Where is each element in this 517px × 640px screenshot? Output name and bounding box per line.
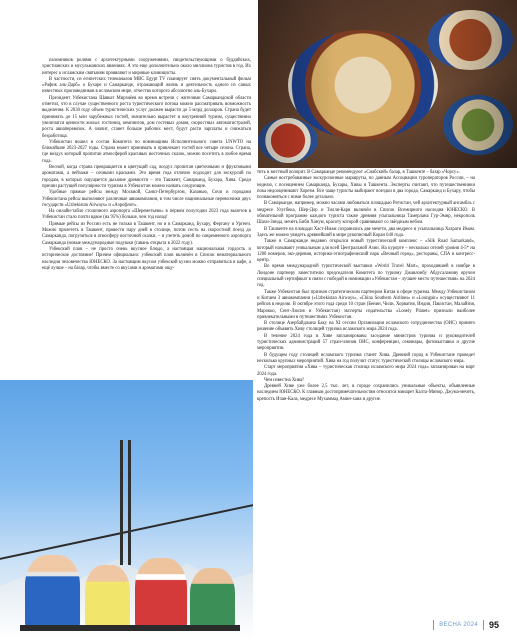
paragraph: тить и местный колорит. В Самарканде рекомендуют «Сиабский» базар, в Ташкенте – базар «Чорсу». [257, 170, 460, 175]
paragraph: Чем известна Хива? [264, 377, 305, 383]
page-number: 95 [488, 620, 499, 630]
paragraph: Также Узбекистан был признан стратегическим партнером Китая в сфере туризма. Между Узбекистаном и Китаем 3 авиакомпании («Uzbekistan Airways», «China Southern Airlines» и «Loongair» осуществляют 11 рейсов в неделю. В октябре этого года среди 10 стран (Бенин, Чили, Хорватия, Индия, Пакистан, Малайзия, Марокко, Сент-Люсия и Узбекистан) эксперты издательства «Lonely Planet» признали наиболее привлекательными в путешествиях Узбекистан. [257, 289, 475, 320]
paragraph: Старт мероприятия «Хива – туристическая столица исламского мира 2024 года» запланирован на март 2024 года. [257, 365, 475, 377]
ski-lift-photo [0, 380, 253, 640]
skier [85, 565, 130, 630]
article-left-column [42, 58, 251, 272]
paragraph: Весной, когда страна превращается в цветущий сад, воздух пропитан цветочными и фруктовыми ароматами, а пейзажи – сочными красками. Это время года отлично подходит для экскурсий по городам, в которых ощущается дыхание древности – это Ташкент, Самарканд, Бухара, Хива. Среди причин растущей популярности туризма в Узбекистан можно назвать следующие. [42, 165, 251, 189]
page-footer [433, 620, 499, 630]
skier [190, 568, 235, 630]
paragraph: Во время международной туристической выставки «World Travel Mart», проходившей в ноябре в Лондоне партнеру заместителю председателя Комитета по туризму Джавлонбу Абдусаламову вручен специальный сертификат в связи с победой в номинации «Узбекистан – лучшее место путешествия» на 2024 год. [257, 264, 475, 289]
paragraph: Президент Узбекистана Шавкат Мирзиёев во время встречи с жителями Самаркандской области отметил, что в случае существенного роста туристического потока можно рассматривать возможность выделения. К 2030 году объем туристических услуг должен вырасти до 5 млрд долларов. Страна будет принимать до 15 млн зарубежных гостей, значительно вырастет и внутренний туризм, существенно увеличатся ценности жилых гостиниц, кемпингов, дом гостевых домов, скоростных автомагистралей, роста авиаперевозок. А значит, станет больше рабочих мест, будут расти зарплаты и снижаться безработица. [42, 95, 251, 139]
chairlift-bar [20, 625, 240, 631]
skier [135, 558, 187, 630]
skier [25, 555, 80, 630]
paragraph: Прямые рейсы из России есть не только в Ташкент, но и в Самарканд, Бухару, Фергану и Ургенч. Можно прилететь в Ташкент, провести пару дней в столице, потом сесть на скоростной поезд до Самарканда, погрузиться в атмосферу восточной сказки, – и улететь домой по современного аэропорта Самарканда (новые международные подушки (гавань открыта в 2022 году). [42, 221, 251, 246]
paragraph: В течение 2024 года в Хиве запланированы заседание министров туризма и руководителей туристических администраций 57 стран-членов ОИС, конференции, семинары, фотовыставки и другие мероприятия. [257, 333, 475, 352]
paragraph: Удобные прямые рейсы между Москвой, Санкт-Петербургом, Казанью, Сочи и городами Узбекистана рейсы выполняют различные авиакомпании, в том числе национальные перевозчики двух государств «Uzbekistan Airways» и «Аэрофлот». [42, 190, 251, 208]
paragraph: В столице Азербайджана Баку на XI сессии Организации исламского сотрудничества (ОИС) принято решение объявить Хиву столицей туризма исламского мира 2024 года. [257, 321, 475, 333]
paragraph: В Самарканде, например, можно часами любоваться площадью Регистан, чей архитектурный ансамбль с медресе Улугбека, Шер-Дор и Тилля-Кари включён в Список Всемирного наследия ЮНЕСКО. В обязательной программе каждого туриста также древняя усыпальница Тамерлана Гур-Эмир, некрополь Шахи-Зинда, мечеть Биби Ханум, красоту которой сравнивают со звёздным небом. [257, 201, 475, 226]
paragraph: В будущем году столицей исламского туризма станет Хива. Древний город в Узбекистане проведет несколько крупных мероприятий. Хива на год получит статус туристической столицы исламского мира. [257, 352, 475, 364]
issue-label: ВЕСНА 2024 [439, 622, 478, 628]
paragraph: Самые востребованные экскурсионные маршруты, по данным Ассоциации туроператоров России, – на неделю, с посещением Самарканда, Бухары, Хивы и Ташкента. Эксперты считают, что путешественники пока недооценивают Хорезм. Все чаще туристы выбирают поездки в два города, Самарканд и Бухару, чтобы познакомиться с ними более детально. [257, 176, 475, 201]
footer-divider [433, 620, 434, 630]
paragraph: Узбекский плов – не просто очень вкусное блюдо, а настоящая национальная гордость и историческое достояние! Причем официально: узбекский плов включён в Список нематериального наследия человечества ЮНЕСКО. За настоящим вкусом узбекской кухни можно отправиться в кафе, а ещё лучше – на базар, чтобы вместе со вкусами и ароматами ощу- [42, 246, 251, 271]
paragraph: В частности, из египетских телеканалов MBC Egypt TV планирует снять документальный фильм «Рафик аль-Дарб» о Бухаре и Самарканде, отражающий жизнь и деятельность одного из самых известных проповедников в исламском мире, отчество которого абсолютно аль-Бухари. [42, 76, 251, 95]
paragraph: Древней Хиве уже более 2,5 тыс. лет, в городе сохранились уникальные объекты, объявленные наследием ЮНЕСКО. К главным достопримечательностям относятся минарет Калта-Минор, Джума-мечеть, крепость Ичан-Кала, медресе Мухаммад Амин-хана и другие. [257, 384, 475, 402]
footer-divider [483, 620, 484, 630]
paragraph: Также в Самарканде недавно открылся новый туристический комплекс – «Silk Road Samarkand», который называют уникальным для всей Центральной Азии. На курорте – несколько отелей уровня 4-5* на 1200 номеров, эко-деревня, историко-этнографический парк «Вечный город», рестораны, СПА и конгресс-центр. [257, 239, 475, 264]
paragraph: В Ташкенте на площади Хаст-Имам сохранились две мечети, два медресе и усыпальница Хазрати Имам. Здесь же можно увидеть древнейший в мире рукописный Коран 640 года. [257, 226, 475, 238]
paragraph: Узбекистан вошел в состав Комитета по номинациям Исполнительного совета UNWTO на ближайшие 2023-2027 годы. Страна может принимать и привлекает гостей все четыре сезона. Страна, где воздух который пропитан атмосферой красивых восточных сказок, можно посетить в любое время года. [42, 139, 251, 164]
plov-food-photo [258, 0, 517, 168]
article-right-column [257, 170, 475, 403]
paragraph: паломников ролями с архитектурными сооружениями, свидетельствующими о буддийских, христианских и мусульманских явлениях. А это еще дополнительно около миллиона туристов в год. Их интерес к исламским святыням проявляют и мировые клиницисты. [42, 58, 251, 76]
paragraph: На онлайн-табло столичного аэропорта «Шереметьево» в первом полугодии 2023 года вылетов в Узбекистан стало почти вдвое (на 95%) больше, чем год назад! [42, 209, 251, 221]
